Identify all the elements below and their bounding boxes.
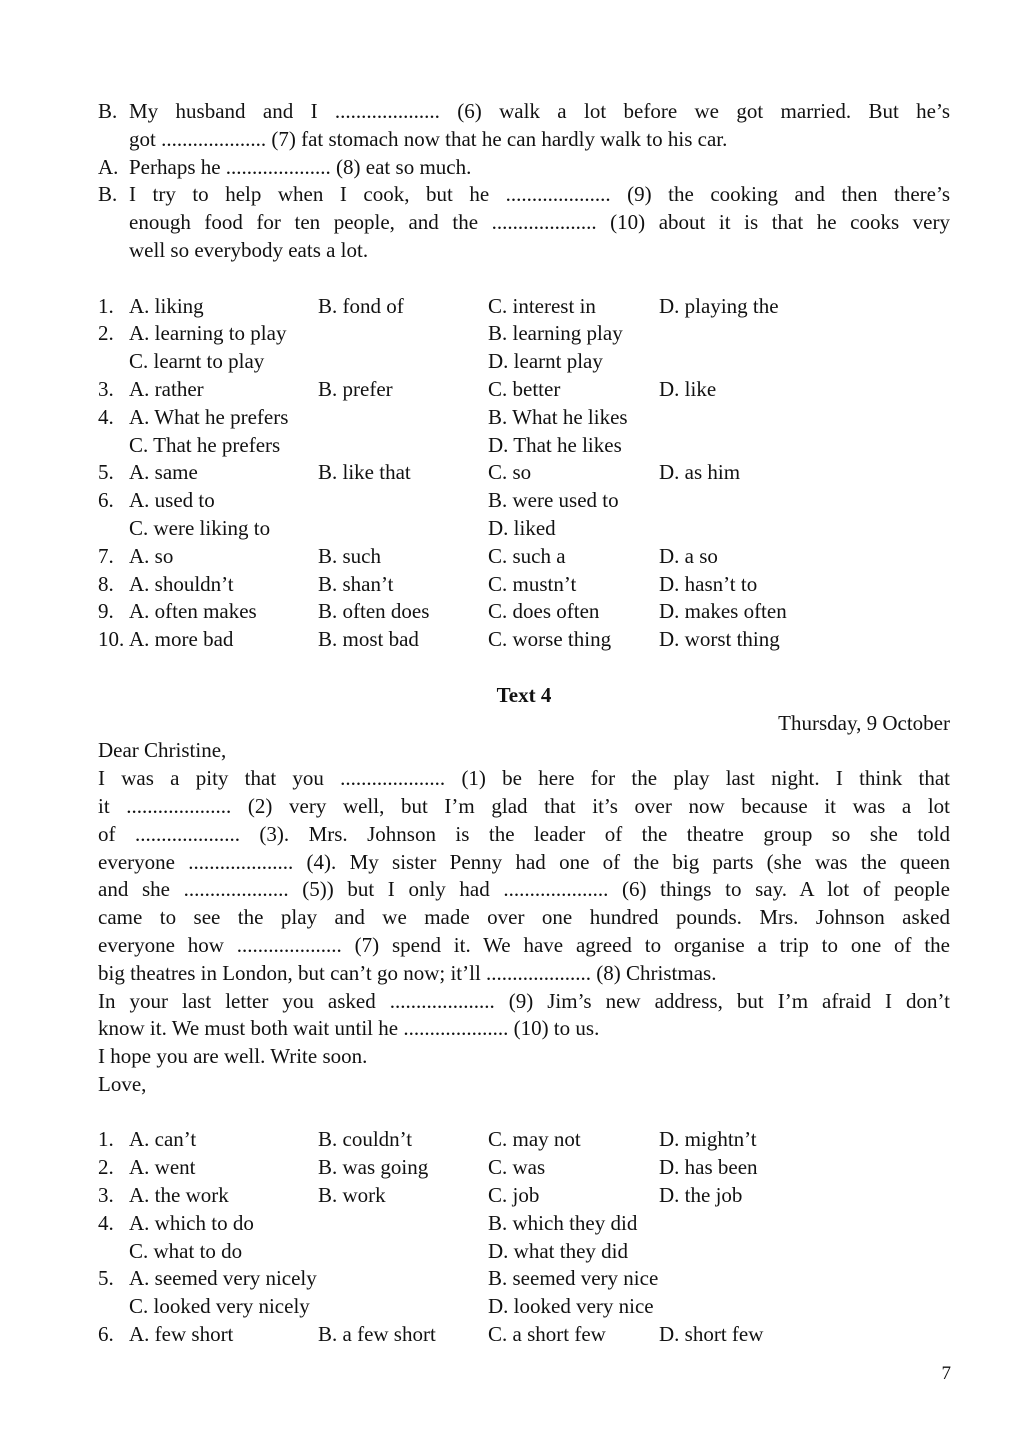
option-c: C. such a — [488, 543, 566, 568]
option-row — [98, 1210, 950, 1238]
option-d: D. makes often — [659, 599, 787, 624]
option-c: B. learning play — [488, 321, 623, 346]
option-c: B. What he likes — [488, 404, 628, 429]
option-c: C. so — [488, 460, 532, 485]
option-row — [98, 1182, 950, 1210]
question-number: 3. — [98, 376, 114, 401]
option-a: A. learning to play — [129, 321, 287, 346]
question-number: 6. — [98, 488, 114, 513]
dialogue-line: enough food for ten people, and the .................... (10) about it is that he cooks very — [129, 210, 950, 235]
question-number: 8. — [98, 571, 114, 596]
option-row — [98, 404, 950, 432]
dialogue-line: Perhaps he .................... (8) eat so much. — [129, 154, 472, 179]
dialogue-line: My husband and I .................... (6) walk a lot before we got married. But he’s — [129, 99, 950, 123]
option-row — [98, 487, 950, 515]
option-row — [98, 320, 950, 348]
speaker-label: B. — [98, 99, 118, 123]
option-d: D. has been — [659, 1155, 758, 1180]
section-title: Text 4 — [496, 682, 552, 707]
question-number: 7. — [98, 543, 114, 568]
option-a: A. which to do — [129, 1210, 254, 1235]
letter-line: everyone how .................... (7) spend it. We have agreed to organise a trip to one of the — [98, 932, 950, 957]
question-number: 1. — [98, 293, 114, 318]
option-b: B. fond of — [318, 293, 404, 318]
speaker-label: B. — [98, 182, 118, 207]
question-number: 10. — [98, 627, 125, 652]
option-b: B. work — [318, 1183, 386, 1208]
option-d: D. the job — [659, 1183, 743, 1208]
option-b: B. a few short — [318, 1322, 436, 1347]
letter-line: it .................... (2) very well, but I’m glad that it’s over now because it was a lot — [98, 793, 950, 818]
question-number: 1. — [98, 1127, 114, 1152]
option-row — [98, 459, 950, 487]
option-a: A. the work — [129, 1183, 229, 1208]
option-row — [98, 598, 950, 626]
option-a: A. liking — [129, 293, 204, 318]
option-b: B. most bad — [318, 627, 419, 652]
question-number: 4. — [98, 404, 114, 429]
question-number: 9. — [98, 599, 114, 624]
question-number: 5. — [98, 460, 114, 485]
option-d: D. worst thing — [659, 627, 780, 652]
letter-closing: I hope you are well. Write soon. — [98, 1044, 368, 1069]
option-a: A. so — [129, 543, 174, 568]
option-row — [98, 1265, 950, 1293]
page-number: 7 — [941, 1363, 951, 1384]
letter-line: came to see the play and we made over one hundred pounds. Mrs. Johnson asked — [98, 905, 950, 930]
letter-line: and she .................... (5)) but I only had .................... (6) things to say. A lot of people — [98, 877, 950, 902]
option-row — [98, 543, 950, 571]
option-row — [98, 626, 950, 654]
text3-options — [98, 293, 950, 654]
option-row — [98, 1321, 950, 1349]
letter-greeting: Dear Christine, — [98, 738, 227, 763]
option-c: C. does often — [488, 599, 600, 624]
question-number: 5. — [98, 1266, 114, 1291]
option-c: D. That he likes — [488, 432, 622, 457]
letter-line: know it. We must both wait until he .................... (10) to us. — [98, 1016, 600, 1041]
dialogue-line: got .................... (7) fat stomach now that he can hardly walk to his car. — [129, 126, 728, 151]
option-c: B. which they did — [488, 1210, 638, 1235]
option-row — [98, 1293, 950, 1321]
option-c: C. mustn’t — [488, 571, 577, 596]
option-a: A. more bad — [129, 627, 234, 652]
option-c: D. learnt play — [488, 349, 603, 374]
dialogue-turn — [98, 154, 950, 182]
option-b: B. prefer — [318, 376, 393, 401]
option-d: D. playing the — [659, 293, 779, 318]
option-a: C. looked very nicely — [129, 1294, 310, 1319]
option-d: D. mightn’t — [659, 1127, 757, 1152]
letter-date: Thursday, 9 October — [778, 710, 950, 735]
option-d: D. like — [659, 376, 717, 401]
question-number: 4. — [98, 1210, 114, 1235]
dialogue — [98, 98, 950, 265]
question-number: 6. — [98, 1322, 114, 1347]
question-number: 3. — [98, 1183, 114, 1208]
option-c: B. seemed very nice — [488, 1266, 659, 1291]
option-row — [98, 571, 950, 599]
letter-body — [98, 765, 950, 1043]
letter-line: In your last letter you asked .................... (9) Jim’s new address, but I’m afraid I don’t — [98, 988, 950, 1013]
option-b: B. shan’t — [318, 571, 394, 596]
question-number: 2. — [98, 321, 114, 346]
option-a: A. rather — [129, 376, 204, 401]
question-number: 2. — [98, 1155, 114, 1180]
option-c: C. may not — [488, 1127, 581, 1152]
option-c: D. liked — [488, 515, 556, 540]
letter-signoff: Love, — [98, 1071, 147, 1096]
dialogue-turn — [98, 98, 950, 154]
letter-line: big theatres in London, but can’t go now; it’ll .................... (8) Christmas. — [98, 960, 717, 985]
option-a: A. same — [129, 460, 198, 485]
option-d: D. as him — [659, 460, 741, 485]
option-c: C. job — [488, 1183, 540, 1208]
text4-options — [98, 1126, 950, 1348]
page-content — [98, 98, 950, 1349]
option-a: A. seemed very nicely — [129, 1266, 317, 1291]
option-a: C. learnt to play — [129, 349, 265, 374]
option-row — [98, 1154, 950, 1182]
option-row — [98, 293, 950, 321]
letter-line: I was a pity that you .................... (1) be here for the play last night. I think that — [98, 766, 950, 791]
option-row — [98, 515, 950, 543]
option-c: D. what they did — [488, 1238, 628, 1263]
option-b: B. like that — [318, 460, 411, 485]
option-a: A. What he prefers — [129, 404, 289, 429]
speaker-label: A. — [98, 154, 119, 179]
option-c: C. was — [488, 1155, 546, 1180]
option-row — [98, 1238, 950, 1266]
option-a: C. what to do — [129, 1238, 243, 1263]
option-a: C. were liking to — [129, 515, 271, 540]
option-a: A. used to — [129, 488, 215, 513]
letter-line: of .................... (3). Mrs. Johnson is the leader of the theatre group so she told — [98, 821, 950, 846]
option-d: D. a so — [659, 543, 718, 568]
option-row — [98, 1126, 950, 1154]
option-d: D. hasn’t to — [659, 571, 758, 596]
option-c: C. a short few — [488, 1322, 606, 1347]
dialogue-line: I try to help when I cook, but he .................... (9) the cooking and then there’s — [129, 182, 950, 207]
option-a: A. shouldn’t — [129, 571, 234, 596]
option-c: C. worse thing — [488, 627, 612, 652]
option-row — [98, 376, 950, 404]
option-c: C. interest in — [488, 293, 596, 318]
option-d: D. short few — [659, 1322, 764, 1347]
option-a: A. few short — [129, 1322, 234, 1347]
option-a: C. That he prefers — [129, 432, 281, 457]
option-row — [98, 348, 950, 376]
option-a: A. can’t — [129, 1127, 197, 1152]
option-b: B. couldn’t — [318, 1127, 413, 1152]
option-c: D. looked very nice — [488, 1294, 654, 1319]
option-b: B. often does — [318, 599, 430, 624]
option-a: A. often makes — [129, 599, 257, 624]
option-c: C. better — [488, 376, 561, 401]
dialogue-line: well so everybody eats a lot. — [129, 237, 369, 262]
option-a: A. went — [129, 1155, 196, 1180]
option-b: B. was going — [318, 1155, 429, 1180]
option-b: B. such — [318, 543, 381, 568]
letter-line: everyone .................... (4). My sister Penny had one of the big parts (she was the queen — [98, 849, 950, 874]
dialogue-turn — [98, 181, 950, 264]
option-row — [98, 432, 950, 460]
option-c: B. were used to — [488, 488, 619, 513]
